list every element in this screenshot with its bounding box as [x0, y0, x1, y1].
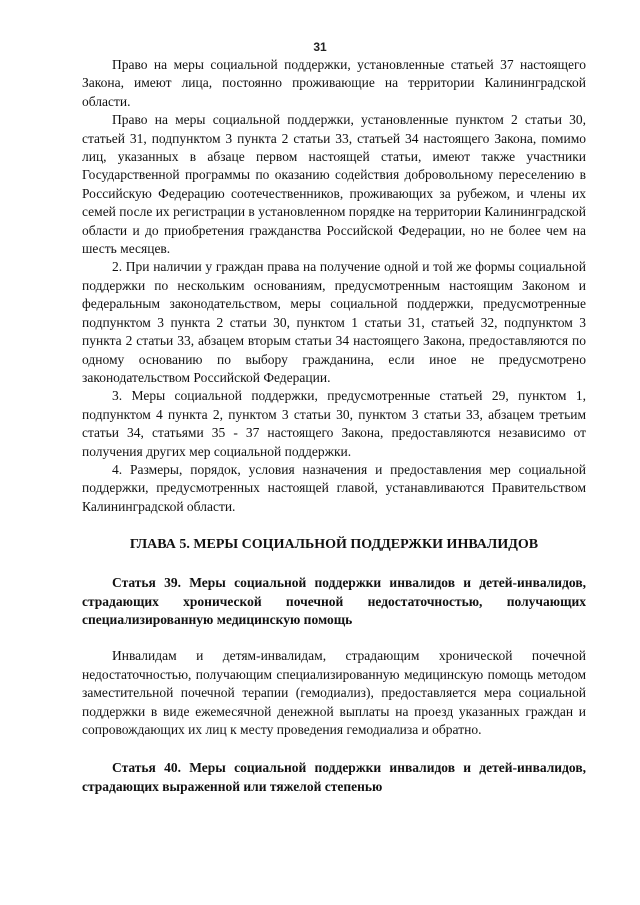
paragraph: 4. Размеры, порядок, условия назначения и предоставления мер социальной поддержки, предусмотренных настоящей главой, устанавливаются Правительством Калининградской области. [82, 461, 586, 514]
page-number: 31 [313, 40, 327, 54]
chapter-heading: ГЛАВА 5. МЕРЫ СОЦИАЛЬНОЙ ПОДДЕРЖКИ ИНВАЛИДОВ [129, 537, 539, 553]
paragraph: Право на меры социальной поддержки, установленные статьей 37 настоящего Закона, имеют лица, постоянно проживающие на территории Калининградской области. [82, 57, 586, 109]
paragraph: Право на меры социальной поддержки, установленные пунктом 2 статьи 30, статьей 31, подпунктом 3 пункта 2 статьи 33, статьей 34 настоящего Закона, помимо лиц, указанных в абзаце первом настоящей статьи, имеют также участники Государственной программы по оказанию содействия добровольному переселению в Российскую Федерацию соотечественников, проживающих за рубежом, и члены их семей после их регистрации в установленном порядке на территории Калининградской области и до приобретения гражданства Российской Федерации, но не более чем на шесть месяцев. [82, 112, 586, 257]
article-39-heading: Статья 39. Меры социальной поддержки инвалидов и детей-инвалидов, страдающих хронической почечной недостаточностью, получающих специализированную медицинскую помощь [82, 575, 586, 627]
article-39-body: Инвалидам и детям-инвалидам, страдающим хронической почечной недостаточностью, получающим специализированную медицинскую помощь методом заместительной почечной терапии (гемодиализ), предоставляется мера социальной поддержки в виде ежемесячной денежной выплаты на проезд указанных граждан и сопровождающих их лиц к месту проведения гемодиализа и обратно. [82, 648, 586, 737]
article-40-heading: Статья 40. Меры социальной поддержки инвалидов и детей-инвалидов, страдающих выраженной или тяжелой степенью [82, 760, 586, 794]
page-content [82, 56, 586, 796]
paragraph: 2. При наличии у граждан права на получение одной и той же формы социальной поддержки по нескольким основаниям, предусмотренным настоящим Законом и федеральным законодательством, меры социальной поддержки, предусмотренные подпунктом 3 пункта 2 статьи 30, пунктом 1 статьи 31, статьей 32, подпунктом 3 пункта 2 статьи 33, абзацем вторым статьи 34 настоящего Закона, предоставляются по одному основанию по выбору гражданина, если иное не предусмотрено законодательством Российской Федерации. [82, 259, 586, 385]
paragraph: 3. Меры социальной поддержки, предусмотренные статьей 29, пунктом 1, подпунктом 4 пункта 2, пунктом 3 статьи 30, пунктом 3 статьи 33, абзацем третьим статьи 34, статьями 35 - 37 настоящего Закона, предоставляются независимо от получения других мер социальной поддержки. [82, 388, 586, 459]
